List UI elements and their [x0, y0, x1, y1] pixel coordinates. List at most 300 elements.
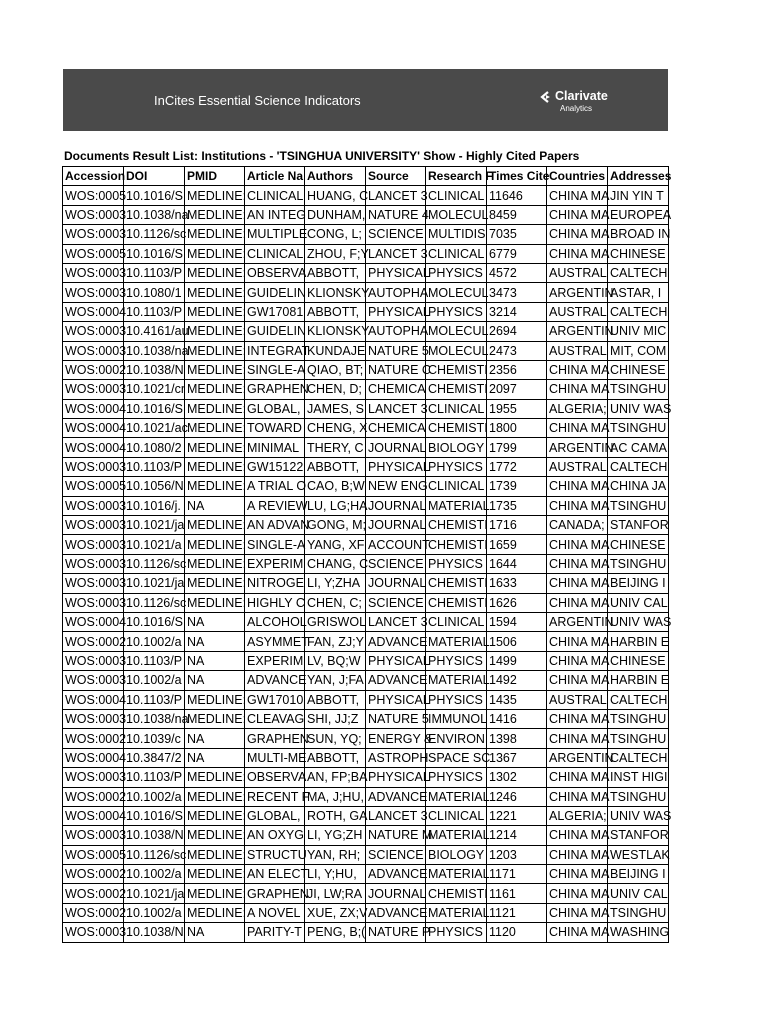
table-cell: GRAPHEN — [245, 884, 305, 903]
table-cell: 10.1002/a — [124, 865, 185, 884]
table-cell: LU, LG;HA — [305, 496, 366, 515]
table-cell: JAMES, S — [305, 399, 366, 418]
table-cell: 1367 — [487, 748, 547, 767]
table-cell: ALCOHOL — [245, 612, 305, 631]
table-cell: CHINA MA — [547, 535, 608, 554]
table-cell: HARBIN E — [608, 632, 669, 651]
table-row — [63, 380, 669, 399]
table-cell: STANFOR — [608, 826, 669, 845]
banner-title: InCites Essential Science Indicators — [154, 93, 361, 108]
table-cell: DUNHAM, — [305, 205, 366, 224]
table-cell: MEDLINE: — [185, 186, 245, 205]
table-cell: AUTOPHA — [366, 322, 426, 341]
table-cell: KLIONSKY — [305, 322, 366, 341]
table-cell: MEDLINE: — [185, 574, 245, 593]
table-cell: MULTIPLE — [245, 225, 305, 244]
table-cell: 10.1021/ja — [124, 516, 185, 535]
table-cell: YAN, J;FA — [305, 671, 366, 690]
table-cell: 1416 — [487, 709, 547, 728]
table-cell: 1203 — [487, 845, 547, 864]
table-cell: 2694 — [487, 322, 547, 341]
table-cell: MINIMAL — [245, 438, 305, 457]
table-cell: GW15122 — [245, 457, 305, 476]
table-cell: HIGHLY C — [245, 593, 305, 612]
table-cell: ADVANCE — [366, 787, 426, 806]
table-cell: LI, YG;ZH — [305, 826, 366, 845]
table-row — [63, 399, 669, 418]
table-cell: HARBIN E — [608, 671, 669, 690]
table-cell: CHINA MA — [547, 205, 608, 224]
table-cell: MATERIAL — [426, 496, 487, 515]
table-cell: XUE, ZX;V — [305, 903, 366, 922]
table-cell: SINGLE-A — [245, 360, 305, 379]
table-cell: SUN, YQ; — [305, 729, 366, 748]
table-cell: AC CAMA — [608, 438, 669, 457]
table-cell: SHI, JJ;Z — [305, 709, 366, 728]
clarivate-logo-icon — [540, 91, 552, 103]
table-cell: EXPERIM — [245, 651, 305, 670]
table-row — [63, 496, 669, 515]
table-cell: SCIENCE — [366, 225, 426, 244]
table-cell: 10.1103/P — [124, 263, 185, 282]
table-cell: MEDLINE: — [185, 380, 245, 399]
table-cell: UNIV MIC — [608, 322, 669, 341]
table-cell: ARGENTIN — [547, 322, 608, 341]
table-cell: CHINA MA — [547, 593, 608, 612]
table-cell: INST HIGI — [608, 768, 669, 787]
table-cell: TSINGHU — [608, 729, 669, 748]
table-cell: 10.1038/N — [124, 826, 185, 845]
result-list-heading: Documents Result List: Institutions - 'TSINGHUA UNIVERSITY' Show - Highly Cited Papers — [64, 149, 580, 163]
table-cell: 2097 — [487, 380, 547, 399]
table-row — [63, 302, 669, 321]
table-row — [63, 477, 669, 496]
table-cell: WESTLAK — [608, 845, 669, 864]
table-cell: 10.1002/a — [124, 632, 185, 651]
table-cell: CHEMISTI — [426, 419, 487, 438]
table-cell: 1492 — [487, 671, 547, 690]
table-cell: ZHOU, F;Y — [305, 244, 366, 263]
table-cell: 10.1016/S — [124, 612, 185, 631]
table-cell: PHYSICAL — [366, 768, 426, 787]
table-cell: OBSERVA — [245, 768, 305, 787]
table-cell: TSINGHU — [608, 787, 669, 806]
table-cell: CALTECH — [608, 263, 669, 282]
table-cell: CLEAVAG — [245, 709, 305, 728]
table-cell: MEDLINE: — [185, 283, 245, 302]
table-cell: MEDLINE: — [185, 690, 245, 709]
table-cell: 2473 — [487, 341, 547, 360]
table-cell: 1221 — [487, 806, 547, 825]
table-cell: ARGENTIN — [547, 438, 608, 457]
table-cell: 1246 — [487, 787, 547, 806]
table-cell: PARITY-T — [245, 923, 305, 942]
table-cell: 10.1016/S — [124, 244, 185, 263]
table-cell: NA — [185, 923, 245, 942]
column-header: DOI — [124, 167, 185, 186]
table-cell: 1772 — [487, 457, 547, 476]
table-row — [63, 574, 669, 593]
table-cell: MATERIAL — [426, 632, 487, 651]
table-cell: WOS:0002 — [63, 729, 124, 748]
table-row — [63, 748, 669, 767]
table-cell: CHINA MA — [547, 884, 608, 903]
table-row — [63, 225, 669, 244]
table-cell: CALTECH — [608, 302, 669, 321]
table-cell: BIOLOGY — [426, 845, 487, 864]
table-row — [63, 186, 669, 205]
table-cell: 10.4161/au — [124, 322, 185, 341]
brand-name: Clarivate — [555, 89, 608, 103]
table-cell: WOS:0003 — [63, 516, 124, 535]
table-cell: WOS:0003 — [63, 826, 124, 845]
table-cell: NA — [185, 729, 245, 748]
table-cell: SPACE SC — [426, 748, 487, 767]
table-cell: PHYSICS — [426, 457, 487, 476]
table-cell: 10.1021/a — [124, 535, 185, 554]
table-cell: GW17081 — [245, 302, 305, 321]
table-cell: JIN YIN T — [608, 186, 669, 205]
table-cell: WOS:0003 — [63, 574, 124, 593]
table-cell: CALTECH — [608, 748, 669, 767]
table-cell: CHINESE — [608, 535, 669, 554]
column-header: Article Na — [245, 167, 305, 186]
table-cell: GUIDELIN — [245, 322, 305, 341]
table-cell: NEW ENG — [366, 477, 426, 496]
table-cell: KUNDAJE — [305, 341, 366, 360]
table-cell: CHEMISTI — [426, 574, 487, 593]
table-cell: 10.1038/na — [124, 709, 185, 728]
table-cell: 10.1126/sc — [124, 845, 185, 864]
table-row — [63, 341, 669, 360]
table-cell: PHYSICS — [426, 690, 487, 709]
table-cell: PHYSICAL — [366, 302, 426, 321]
table-cell: 10.1126/sc — [124, 554, 185, 573]
table-cell: ALGERIA; — [547, 399, 608, 418]
table-cell: AN, FP;BA — [305, 768, 366, 787]
table-cell: CHINA MA — [547, 826, 608, 845]
table-cell: NATURE P — [366, 923, 426, 942]
table-cell: GRAPHEN — [245, 729, 305, 748]
table-cell: KLIONSKY — [305, 283, 366, 302]
table-cell: CLINICAL — [426, 186, 487, 205]
column-header: Countries — [547, 167, 608, 186]
table-cell: MEDLINE: — [185, 709, 245, 728]
table-cell: CHINA MA — [547, 244, 608, 263]
table-row — [63, 865, 669, 884]
table-cell: PENG, B;( — [305, 923, 366, 942]
table-cell: MULTIDIS — [426, 225, 487, 244]
table-cell: 1716 — [487, 516, 547, 535]
table-cell: MEDLINE: — [185, 845, 245, 864]
table-cell: AN ELECT — [245, 865, 305, 884]
table-row — [63, 729, 669, 748]
table-cell: ABBOTT, — [305, 302, 366, 321]
table-cell: QIAO, BT; — [305, 360, 366, 379]
table-cell: YAN, RH; — [305, 845, 366, 864]
table-cell: CLINICAL — [426, 244, 487, 263]
table-cell: 10.1038/N — [124, 923, 185, 942]
table-cell: ADVANCE — [366, 865, 426, 884]
table-cell: 10.1103/P — [124, 690, 185, 709]
column-header: Accession — [63, 167, 124, 186]
table-cell: PHYSICS — [426, 923, 487, 942]
table-body — [63, 186, 672, 942]
table-cell: MEDLINE: — [185, 457, 245, 476]
table-row — [63, 457, 669, 476]
table-cell: 4572 — [487, 263, 547, 282]
table-cell: LANCET 3 — [366, 612, 426, 631]
table-cell: LANCET 3 — [366, 399, 426, 418]
table-cell: CHINA MA — [547, 845, 608, 864]
table-cell: ENERGY & — [366, 729, 426, 748]
table-cell: WOS:0004 — [63, 612, 124, 631]
table-cell: INTEGRAT — [245, 341, 305, 360]
table-cell: 7035 — [487, 225, 547, 244]
table-cell: MEDLINE: — [185, 535, 245, 554]
table-cell: JI, LW;RA — [305, 884, 366, 903]
table-cell: CHINESE — [608, 244, 669, 263]
table-cell: MEDLINE: — [185, 244, 245, 263]
table-row — [63, 438, 669, 457]
table-cell: GUIDELIN — [245, 283, 305, 302]
table-cell: NATURE M — [366, 826, 426, 845]
table-cell: TSINGHU — [608, 709, 669, 728]
table-cell: 11646 — [487, 186, 547, 205]
table-cell: MEDLINE: — [185, 438, 245, 457]
table-cell: CHEMISTI — [426, 535, 487, 554]
table-cell: AUSTRAL — [547, 302, 608, 321]
table-cell: 1955 — [487, 399, 547, 418]
table-cell: 10.1103/P — [124, 457, 185, 476]
table-cell: MEDLINE: — [185, 768, 245, 787]
table-cell: MEDLINE: — [185, 263, 245, 282]
table-cell: MEDLINE: — [185, 205, 245, 224]
table-cell: 10.1016/j. — [124, 496, 185, 515]
table-cell: CHENG, X — [305, 419, 366, 438]
table-cell: CHEMISTI — [426, 884, 487, 903]
table-row — [63, 283, 669, 302]
table-cell: AUSTRAL — [547, 263, 608, 282]
table-cell: CHINA MA — [547, 787, 608, 806]
table-cell: ADVANCE — [366, 671, 426, 690]
table-cell: CHINA MA — [547, 477, 608, 496]
table-cell: WOS:0003 — [63, 768, 124, 787]
table-cell: ARGENTIN — [547, 612, 608, 631]
table-cell: CHEN, D; — [305, 380, 366, 399]
table-cell: 10.1126/sc — [124, 225, 185, 244]
table-cell: NA — [185, 651, 245, 670]
table-cell: SINGLE-A — [245, 535, 305, 554]
table-cell: CANADA; — [547, 516, 608, 535]
table-cell: NA — [185, 496, 245, 515]
table-cell: WOS:0003 — [63, 205, 124, 224]
table-cell: TSINGHU — [608, 380, 669, 399]
table-cell: AN ADVAN — [245, 516, 305, 535]
table-cell: 10.1038/na — [124, 341, 185, 360]
table-cell: ADVANCE — [366, 632, 426, 651]
table-cell: CHINA MA — [547, 554, 608, 573]
table-cell: UNIV WAS — [608, 806, 669, 825]
table-cell: 10.1021/ja — [124, 574, 185, 593]
table-cell: CLINICAL — [245, 186, 305, 205]
table-cell: YANG, XF — [305, 535, 366, 554]
table-cell: SCIENCE — [366, 554, 426, 573]
table-cell: LI, Y;ZHA — [305, 574, 366, 593]
table-cell: 10.1080/2 — [124, 438, 185, 457]
table-cell: CONG, L; — [305, 225, 366, 244]
table-cell: A NOVEL — [245, 903, 305, 922]
table-cell: CHANG, C — [305, 554, 366, 573]
table-cell: MEDLINE: — [185, 806, 245, 825]
table-cell: WOS:0002 — [63, 865, 124, 884]
table-row — [63, 516, 669, 535]
table-cell: WOS:0003 — [63, 457, 124, 476]
table-row — [63, 806, 669, 825]
table-cell: AUSTRAL — [547, 341, 608, 360]
table-cell: PHYSICS — [426, 768, 487, 787]
table-cell: JOURNAL — [366, 574, 426, 593]
table-cell: 10.1039/c — [124, 729, 185, 748]
table-cell: WOS:0003 — [63, 496, 124, 515]
table-cell: 10.1021/ac — [124, 419, 185, 438]
table-cell: BEIJING I — [608, 574, 669, 593]
table-cell: TSINGHU — [608, 903, 669, 922]
table-cell: BEIJING I — [608, 865, 669, 884]
table-cell: 1633 — [487, 574, 547, 593]
table-cell: MEDLINE: — [185, 399, 245, 418]
table-cell: CLINICAL — [426, 806, 487, 825]
table-cell: CHINA MA — [547, 671, 608, 690]
table-cell: PHYSICAL — [366, 651, 426, 670]
table-cell: CHINA MA — [547, 865, 608, 884]
table-row — [63, 263, 669, 282]
table-row — [63, 923, 669, 942]
table-cell: CHINA MA — [547, 496, 608, 515]
table-cell: ARGENTIN — [547, 748, 608, 767]
table-row — [63, 690, 669, 709]
table-cell: 2356 — [487, 360, 547, 379]
table-row — [63, 903, 669, 922]
table-cell: MEDLINE: — [185, 302, 245, 321]
table-header-row — [63, 167, 669, 186]
table-cell: WOS:0002 — [63, 903, 124, 922]
table-cell: 1644 — [487, 554, 547, 573]
table-cell: MEDLINE: — [185, 516, 245, 535]
table-cell: STRUCTU — [245, 845, 305, 864]
table-cell: MOLECUL — [426, 322, 487, 341]
table-cell: 1800 — [487, 419, 547, 438]
table-row — [63, 322, 669, 341]
table-cell: WOS:0003 — [63, 651, 124, 670]
table-cell: ASYMMET — [245, 632, 305, 651]
table-cell: MULTI-ME — [245, 748, 305, 767]
table-cell: A TRIAL O — [245, 477, 305, 496]
table-cell: CHINA MA — [547, 651, 608, 670]
table-cell: AUTOPHA — [366, 283, 426, 302]
table-cell: CHINA MA — [547, 923, 608, 942]
table-cell: MEDLINE: — [185, 419, 245, 438]
table-row — [63, 593, 669, 612]
table-cell: HUANG, C — [305, 186, 366, 205]
table-cell: GLOBAL, — [245, 806, 305, 825]
table-cell: MEDLINE: — [185, 360, 245, 379]
table-cell: CHINA MA — [547, 574, 608, 593]
table-cell: MATERIAL — [426, 787, 487, 806]
table-cell: CHEMISTI — [426, 593, 487, 612]
table-cell: 10.1002/a — [124, 903, 185, 922]
table-cell: AUSTRAL — [547, 690, 608, 709]
table-cell: 1506 — [487, 632, 547, 651]
table-cell: 10.1056/N — [124, 477, 185, 496]
table-cell: UNIV WAS — [608, 612, 669, 631]
table-cell: MEDLINE: — [185, 787, 245, 806]
table-cell: WOS:0003 — [63, 225, 124, 244]
table-cell: GLOBAL, — [245, 399, 305, 418]
table-cell: CHINESE — [608, 360, 669, 379]
table-cell: CHINA MA — [547, 768, 608, 787]
table-cell: PHYSICAL — [366, 457, 426, 476]
table-cell: CLINICAL — [426, 477, 487, 496]
table-cell: CHEMISTI — [426, 380, 487, 399]
table-cell: MEDLINE: — [185, 322, 245, 341]
table-cell: 10.1016/S — [124, 186, 185, 205]
table-cell: NATURE 5 — [366, 709, 426, 728]
table-cell: 10.1126/sc — [124, 593, 185, 612]
table-cell: ABBOTT, — [305, 748, 366, 767]
table-cell: WOS:0005 — [63, 244, 124, 263]
table-cell: WOS:0004 — [63, 399, 124, 418]
table-cell: CHINA MA — [547, 186, 608, 205]
table-cell: CHEMICA — [366, 380, 426, 399]
table-cell: 1398 — [487, 729, 547, 748]
table-cell: WOS:0002 — [63, 787, 124, 806]
table-cell: WOS:0004 — [63, 438, 124, 457]
table-cell: NATURE C — [366, 360, 426, 379]
table-cell: 10.1002/a — [124, 671, 185, 690]
table-cell: CLINICAL — [426, 612, 487, 631]
table-cell: 1739 — [487, 477, 547, 496]
table-row — [63, 845, 669, 864]
table-cell: WOS:0003 — [63, 322, 124, 341]
table-cell: 10.1016/S — [124, 806, 185, 825]
table-cell: WOS:0004 — [63, 419, 124, 438]
table-row — [63, 787, 669, 806]
table-cell: 10.1021/ja — [124, 884, 185, 903]
table-cell: ARGENTIN — [547, 283, 608, 302]
table-row — [63, 612, 669, 631]
table-cell: PHYSICS — [426, 302, 487, 321]
table-cell: ADVANCE — [245, 671, 305, 690]
table-cell: IMMUNOL — [426, 709, 487, 728]
table-cell: MA, J;HU, — [305, 787, 366, 806]
table-row — [63, 632, 669, 651]
table-cell: MEDLINE: — [185, 341, 245, 360]
table-cell: NITROGE — [245, 574, 305, 593]
table-cell: WOS:0002 — [63, 360, 124, 379]
table-cell: 3214 — [487, 302, 547, 321]
table-cell: ABBOTT, — [305, 263, 366, 282]
table-cell: 1499 — [487, 651, 547, 670]
table-cell: 8459 — [487, 205, 547, 224]
table-cell: PHYSICS — [426, 651, 487, 670]
table-cell: 10.1038/N — [124, 360, 185, 379]
table-cell: CHINA MA — [547, 419, 608, 438]
table-row — [63, 671, 669, 690]
table-cell: GONG, M; — [305, 516, 366, 535]
table-cell: LANCET 3 — [366, 806, 426, 825]
table-cell: EUROPEA — [608, 205, 669, 224]
